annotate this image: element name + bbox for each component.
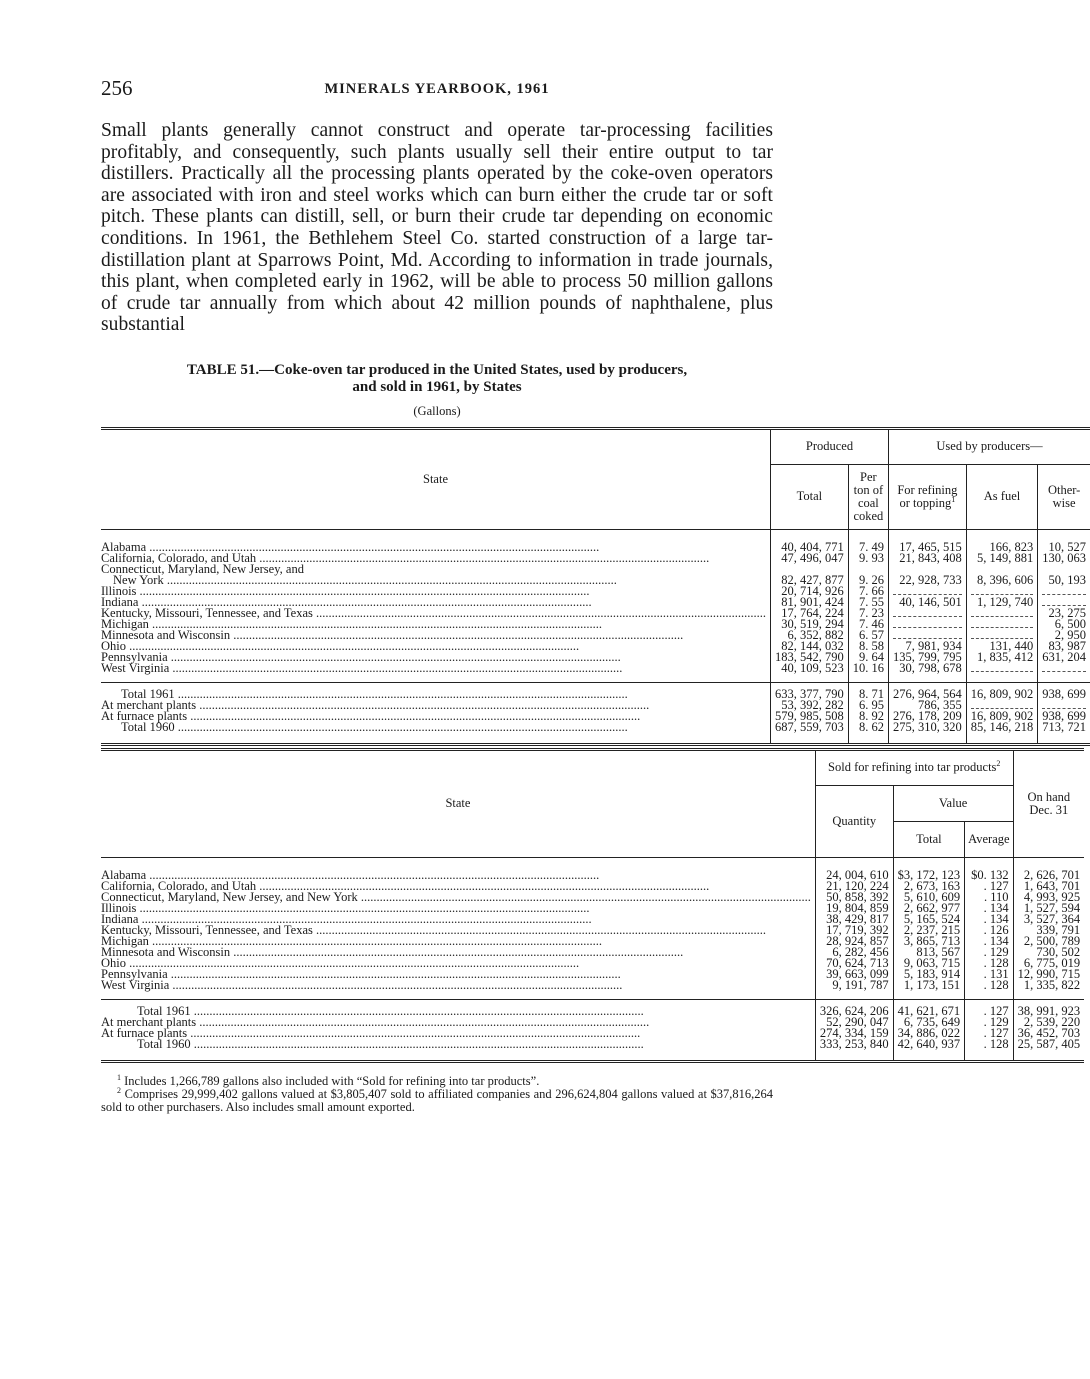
cell-fuel: 16, 809, 902 [966, 682, 1038, 700]
total-label: At furnace plants ..... [101, 711, 771, 722]
cell-on-hand: 2, 539, 220 [1013, 1017, 1084, 1028]
cell-value: $3, 172, 123 [893, 857, 965, 881]
state-name: Connecticut, Maryland, New Jersey, and [101, 561, 304, 576]
empty-dash [1042, 593, 1086, 595]
cell-average: $0. 132 [965, 857, 1013, 881]
cell-quantity: 274, 334, 159 [815, 1028, 893, 1039]
cell-value: 1, 173, 151 [893, 980, 965, 991]
cell-value: 5, 165, 524 [893, 914, 965, 925]
cell-per-ton: 6. 95 [848, 700, 888, 711]
cell-average: . 129 [965, 947, 1013, 958]
cell-otherwise: 631, 204 [1038, 652, 1090, 663]
cell-fuel: 166, 823 [966, 529, 1038, 553]
cell-otherwise: 938, 699 [1038, 711, 1090, 722]
cell-total: 633, 377, 790 [771, 682, 849, 700]
total-row [101, 722, 1090, 733]
cell-quantity: 38, 429, 817 [815, 914, 893, 925]
cell-refining [889, 619, 967, 630]
cell-average: . 127 [965, 881, 1013, 892]
table-row [101, 529, 1090, 553]
cell-average: . 127 [965, 999, 1013, 1017]
state-name: Indiana ..... [101, 914, 815, 925]
state-name: Pennsylvania ..... [101, 652, 771, 663]
state-name: Michigan ..... [101, 619, 771, 630]
cell-per-ton: 9. 93 [848, 553, 888, 564]
cell-value: 3, 865, 713 [893, 936, 965, 947]
cell-refining: 40, 146, 501 [889, 597, 967, 608]
cell-refining: 7, 981, 934 [889, 641, 967, 652]
cell-fuel: 131, 440 [966, 641, 1038, 652]
cell-quantity: 17, 719, 392 [815, 925, 893, 936]
footnote-1: $^1$ Includes 1,266,789 gallons also included with “Sold for refining into tar products”. [117, 1072, 540, 1088]
cell-quantity: 6, 282, 456 [815, 947, 893, 958]
cell-value: 42, 640, 937 [893, 1039, 965, 1050]
cell-per-ton: 7. 55 [848, 597, 888, 608]
header-total: Total [771, 464, 849, 529]
cell-fuel [966, 663, 1038, 674]
cell-quantity: 21, 120, 224 [815, 881, 893, 892]
total-label: Total 1960 ..... [101, 722, 771, 733]
cell-refining: 22, 928, 733 [889, 575, 967, 586]
cell-average: . 126 [965, 925, 1013, 936]
header-produced: Produced [771, 428, 889, 464]
cell-total: 17, 764, 224 [771, 608, 849, 619]
cell-value: 2, 662, 977 [893, 903, 965, 914]
cell-otherwise: 713, 721 [1038, 722, 1090, 733]
cell-value: 5, 183, 914 [893, 969, 965, 980]
total-label: Total 1961 ..... [101, 999, 815, 1017]
cell-otherwise: 6, 500 [1038, 619, 1090, 630]
cell-per-ton: 7. 66 [848, 586, 888, 597]
header-per-ton: Per ton of coal coked [848, 464, 888, 529]
total-label: Total 1961 ..... [101, 682, 771, 700]
cell-average: . 131 [965, 969, 1013, 980]
total-row [101, 1039, 1084, 1050]
production-table [101, 427, 1090, 746]
header-sold: Sold for refining into tar products$^2$ [815, 749, 1013, 785]
cell-fuel: 85, 146, 218 [966, 722, 1038, 733]
cell-quantity: 19, 804, 859 [815, 903, 893, 914]
cell-on-hand: 1, 643, 701 [1013, 881, 1084, 892]
state-name: Illinois ..... [101, 903, 815, 914]
cell-average: . 127 [965, 1028, 1013, 1039]
empty-dash [971, 615, 1034, 617]
cell-quantity: 28, 924, 857 [815, 936, 893, 947]
state-name: West Virginia ..... [101, 980, 815, 991]
header-quantity: Quantity [815, 785, 893, 857]
cell-refining: 276, 964, 564 [889, 682, 967, 700]
cell-average: . 129 [965, 1017, 1013, 1028]
cell-on-hand: 25, 587, 405 [1013, 1039, 1084, 1050]
cell-quantity: 24, 004, 610 [815, 857, 893, 881]
state-name: Minnesota and Wisconsin ..... [101, 947, 815, 958]
cell-per-ton: 7. 23 [848, 608, 888, 619]
empty-dash [893, 615, 962, 617]
state-name: Illinois ..... [101, 586, 771, 597]
cell-total: 40, 109, 523 [771, 663, 849, 674]
cell-fuel: 1, 129, 740 [966, 597, 1038, 608]
total-label: At merchant plants ..... [101, 700, 771, 711]
header-fuel: As fuel [966, 464, 1038, 529]
footnote-ref-1: 1 [951, 494, 956, 504]
cell-total: 20, 714, 926 [771, 586, 849, 597]
state-name: Michigan ..... [101, 936, 815, 947]
cell-on-hand: 2, 500, 789 [1013, 936, 1084, 947]
cell-otherwise: 50, 193 [1038, 575, 1090, 586]
cell-per-ton: 7. 46 [848, 619, 888, 630]
cell-per-ton: 10. 16 [848, 663, 888, 674]
cell-fuel [966, 608, 1038, 619]
cell-value: 9, 063, 715 [893, 958, 965, 969]
cell-total: 183, 542, 790 [771, 652, 849, 663]
total-label: At furnace plants ..... [101, 1028, 815, 1039]
header-state: State [101, 428, 771, 529]
cell-otherwise: 2, 950 [1038, 630, 1090, 641]
cell-value: 41, 621, 671 [893, 999, 965, 1017]
empty-dash [893, 626, 962, 628]
empty-dash [1042, 670, 1086, 672]
cell-value: 34, 886, 022 [893, 1028, 965, 1039]
header-average: Average [965, 821, 1013, 857]
header-used-by-producers: Used by producers— [889, 428, 1090, 464]
state-name: Indiana ..... [101, 597, 771, 608]
row-separator [101, 991, 1084, 1000]
cell-refining: 275, 310, 320 [889, 722, 967, 733]
cell-value: 6, 735, 649 [893, 1017, 965, 1028]
bottom-padding [101, 733, 1090, 745]
running-title: MINERALS YEARBOOK, 1961 [324, 81, 550, 97]
cell-total: 53, 392, 282 [771, 700, 849, 711]
cell-fuel: 16, 809, 902 [966, 711, 1038, 722]
cell-otherwise: 938, 699 [1038, 682, 1090, 700]
cell-refining: 17, 465, 515 [889, 529, 967, 553]
cell-per-ton: 9. 26 [848, 575, 888, 586]
cell-quantity: 326, 624, 206 [815, 999, 893, 1017]
cell-total: 40, 404, 771 [771, 529, 849, 553]
cell-refining: 21, 843, 408 [889, 553, 967, 564]
cell-refining: 135, 799, 795 [889, 652, 967, 663]
cell-otherwise: 23, 275 [1038, 608, 1090, 619]
cell-value: 2, 237, 215 [893, 925, 965, 936]
cell-on-hand: 1, 527, 594 [1013, 903, 1084, 914]
cell-average: . 128 [965, 958, 1013, 969]
cell-on-hand: 730, 502 [1013, 947, 1084, 958]
table-units: (Gallons) [413, 403, 461, 418]
state-name: Alabama ..... [101, 529, 771, 553]
state-name: Kentucky, Missouri, Tennessee, and Texas ..... [101, 608, 771, 619]
total-label: Total 1960 ..... [101, 1039, 815, 1050]
cell-average: . 134 [965, 903, 1013, 914]
cell-on-hand: 3, 527, 364 [1013, 914, 1084, 925]
cell-fuel [966, 619, 1038, 630]
state-name: Kentucky, Missouri, Tennessee, and Texas ..... [101, 925, 815, 936]
header-refining: For refining or topping$^1$ [889, 464, 967, 529]
cell-on-hand: 38, 991, 923 [1013, 999, 1084, 1017]
cell-quantity: 333, 253, 840 [815, 1039, 893, 1050]
footnote-2: $^2$ Comprises 29,999,402 gallons valued at $3,805,407 sold to affiliated companies and 296,624,804 gallons valued at $37,816,264 sold to other purchasers. Also includes small amount exported. [101, 1085, 773, 1114]
state-name: California, Colorado, and Utah ..... [101, 881, 815, 892]
cell-otherwise: 10, 527 [1038, 529, 1090, 553]
cell-total: 47, 496, 047 [771, 553, 849, 564]
bottom-padding [101, 1050, 1084, 1062]
table-caption-line-1: TABLE 51.—Coke-oven tar produced in the United States, used by producers, [186, 361, 688, 378]
running-head [101, 76, 773, 108]
cell-per-ton: 8. 71 [848, 682, 888, 700]
cell-fuel: 1, 835, 412 [966, 652, 1038, 663]
cell-total: 579, 985, 508 [771, 711, 849, 722]
header-on-hand: On hand Dec. 31 [1013, 749, 1084, 857]
cell-per-ton: 7. 49 [848, 529, 888, 553]
cell-average: . 128 [965, 980, 1013, 991]
cell-per-ton: 6. 57 [848, 630, 888, 641]
cell-otherwise [1038, 586, 1090, 597]
cell-otherwise: 83, 987 [1038, 641, 1090, 652]
cell-average: . 110 [965, 892, 1013, 903]
table-row [101, 663, 1090, 674]
table-row [101, 980, 1084, 991]
cell-refining: 276, 178, 209 [889, 711, 967, 722]
cell-on-hand: 4, 993, 925 [1013, 892, 1084, 903]
body-paragraph: Small plants generally cannot construct and operate tar-processing facilities profitably, and consequently, such plants usually sell their entire output to tar distillers. Practically all the processing plants operated by the coke-oven operators are associated with iron and steel works which can burn either the crude tar or soft pitch. These plants can distill, sell, or burn their crude tar depending on economic conditions. In 1961, the Bethlehem Steel Co. started construction of a large tar-distillation plant at Sparrows Point, Md. According to information in trade journals, this plant, when completed early in 1962, will be able to process 50 million gallons of crude tar annually from which about 42 million pounds of naphthalene, plus substantial [101, 120, 773, 336]
cell-per-ton: 9. 64 [848, 652, 888, 663]
state-name: West Virginia ..... [101, 663, 771, 674]
cell-on-hand: 12, 990, 715 [1013, 969, 1084, 980]
table-caption-line-2: and sold in 1961, by States [352, 378, 522, 395]
cell-on-hand: 36, 452, 703 [1013, 1028, 1084, 1039]
cell-on-hand: 339, 791 [1013, 925, 1084, 936]
empty-dash [971, 670, 1034, 672]
page-number: 256 [101, 76, 133, 100]
cell-total: 81, 901, 424 [771, 597, 849, 608]
cell-refining [889, 608, 967, 619]
state-name: Ohio ..... [101, 641, 771, 652]
sales-table [101, 748, 1084, 1063]
cell-value: 813, 567 [893, 947, 965, 958]
header-state-2: State [101, 749, 815, 857]
cell-total: 30, 519, 294 [771, 619, 849, 630]
state-name: Minnesota and Wisconsin ..... [101, 630, 771, 641]
empty-dash [971, 626, 1034, 628]
header-otherwise: Other-wise [1038, 464, 1090, 529]
cell-quantity: 50, 858, 392 [815, 892, 893, 903]
cell-total: 82, 427, 877 [771, 575, 849, 586]
cell-quantity: 70, 624, 713 [815, 958, 893, 969]
cell-total: 6, 352, 882 [771, 630, 849, 641]
cell-refining: 30, 798, 678 [889, 663, 967, 674]
cell-otherwise [1038, 663, 1090, 674]
table-caption [101, 362, 773, 396]
cell-total: 687, 559, 703 [771, 722, 849, 733]
cell-total: 82, 144, 032 [771, 641, 849, 652]
cell-fuel: 5, 149, 881 [966, 553, 1038, 564]
page [101, 76, 1086, 1114]
cell-quantity: 39, 663, 099 [815, 969, 893, 980]
cell-per-ton: 8. 58 [848, 641, 888, 652]
table-row [101, 857, 1084, 881]
cell-per-ton: 8. 92 [848, 711, 888, 722]
footnote-ref-2: 2 [996, 759, 1001, 769]
state-name: Pennsylvania ..... [101, 969, 815, 980]
cell-quantity: 9, 191, 787 [815, 980, 893, 991]
cell-average: . 134 [965, 914, 1013, 925]
cell-fuel: 8, 396, 606 [966, 575, 1038, 586]
footnotes [101, 1072, 773, 1114]
cell-on-hand: 1, 335, 822 [1013, 980, 1084, 991]
cell-value: 2, 673, 163 [893, 881, 965, 892]
state-name: Alabama ..... [101, 857, 815, 881]
cell-value: 5, 610, 609 [893, 892, 965, 903]
cell-average: . 128 [965, 1039, 1013, 1050]
cell-quantity: 52, 290, 047 [815, 1017, 893, 1028]
state-name: New York ..... [101, 575, 771, 586]
cell-otherwise: 130, 063 [1038, 553, 1090, 564]
state-name: Ohio ..... [101, 958, 815, 969]
cell-refining: 786, 355 [889, 700, 967, 711]
total-label: At merchant plants ..... [101, 1017, 815, 1028]
cell-average: . 134 [965, 936, 1013, 947]
header-value-total: Total [893, 821, 965, 857]
header-value: Value [893, 785, 1013, 821]
cell-on-hand: 6, 775, 019 [1013, 958, 1084, 969]
state-name: California, Colorado, and Utah ..... [101, 553, 771, 564]
state-name: Connecticut, Maryland, New Jersey, and New York ..... [101, 892, 815, 903]
cell-on-hand: 2, 626, 701 [1013, 857, 1084, 881]
cell-per-ton: 8. 62 [848, 722, 888, 733]
row-separator [101, 674, 1090, 683]
